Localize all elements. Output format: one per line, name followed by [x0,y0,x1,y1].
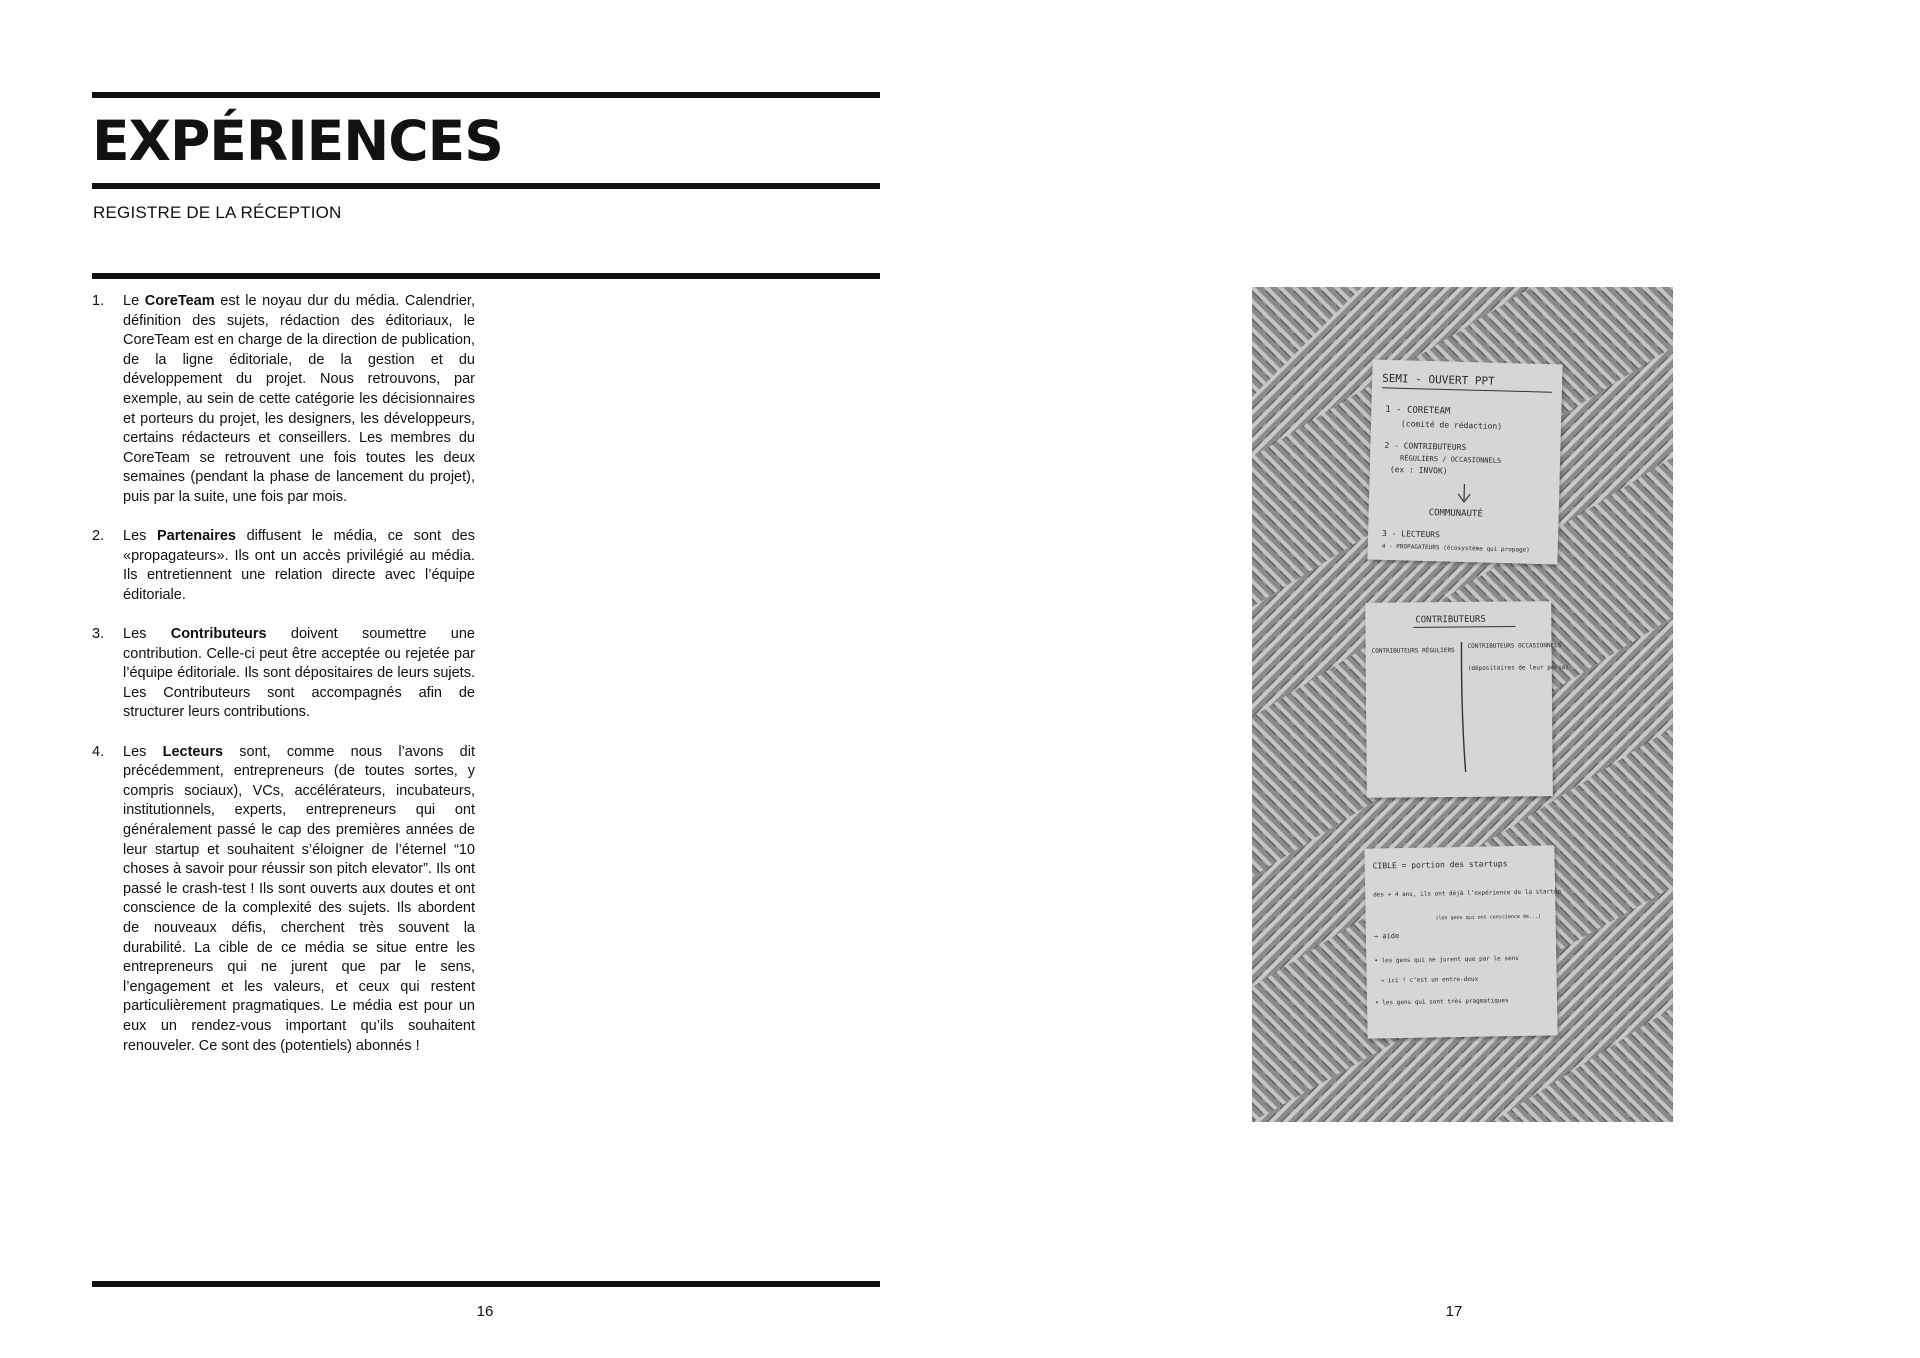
participant-list [92,292,475,1076]
svg-text:des + 4 ans, ils ont déjà l’ex: des + 4 ans, ils ont déjà l’expérience de la startup [1373,888,1562,899]
list-item-text: Les Partenaires diffusent le média, ce sont des «propagateurs». Ils ont un accès privilégié au média. Ils entretiennent une relation directe avec l’équipe éditoriale. [123,528,475,603]
svg-text:• les gens qui sont très pragm: • les gens qui sont très pragmatiques [1374,997,1509,1007]
sticky-note-semi-ouvert [1367,360,1562,565]
svg-text:→ ici ! c’est un entre-deux: → ici ! c’est un entre-deux [1380,975,1479,985]
svg-text:3 - LECTEURS: 3 - LECTEURS [1381,528,1440,540]
svg-text:(comité de rédaction): (comité de rédaction) [1400,419,1503,431]
svg-text:CIBLE = portion des startups: CIBLE = portion des startups [1372,859,1508,871]
page-number-right: 17 [1445,1303,1463,1320]
svg-text:• les gens qui ne jurent que p: • les gens qui ne jurent que par le sens [1374,954,1519,965]
term-partenaires: Partenaires [156,528,236,545]
sticky-note-contributeurs [1365,601,1569,798]
term-lecteurs: Lecteurs [162,743,224,760]
list-item [92,527,475,605]
svg-text:(dépositaires de leur perso): (dépositaires de leur perso) [1467,664,1569,672]
page-subtitle: REGISTRE DE LA RÉCEPTION [93,203,342,222]
term-coreteam: CoreTeam [144,293,215,309]
footer-rule [92,1281,880,1287]
page-title: EXPÉRIENCES [92,109,503,173]
section-rule [92,273,880,279]
list-item-number: 2. [92,528,105,545]
svg-text:(les gens qui ont conscience d: (les gens qui ont conscience de...) [1435,913,1541,922]
handwriting [1367,360,1562,565]
svg-text:4 - PROPAGATEURS (écosystème q: 4 - PROPAGATEURS (écosystème qui propage) [1381,542,1530,554]
page-number-left: 16 [476,1303,494,1320]
list-item [92,743,475,1057]
list-item-text: Le CoreTeam est le noyau dur du média. Calendrier, définition des sujets, rédaction des éditoriaux, le CoreTeam est en charge de la direction de publication, de la ligne éditoriale, de la gestion et du développement du projet. Nous retrouvons, par exemple, au sein de cette catégorie les décisionnaires et porteurs du projet, les designers, les développeurs, certains rédacteurs et conseillers. Les membres du CoreTeam se retrouvent une fois toutes les deux semaines (pendant la phase de lancement du projet), puis par la suite, une fois par mois. [123,293,475,505]
list-item [92,625,475,723]
term-contributeurs: Contributeurs [170,626,267,643]
svg-text:SEMI - OUVERT PPT: SEMI - OUVERT PPT [1381,371,1495,388]
sticky-notes-photo [1252,287,1673,1122]
svg-text:CONTRIBUTEURS: CONTRIBUTEURS [1415,614,1486,626]
svg-text:→ aide: → aide [1373,932,1400,941]
svg-text:1 - CORETEAM: 1 - CORETEAM [1385,404,1451,417]
list-item-number: 1. [92,293,105,309]
svg-text:RÉGULIERS / OCCASIONNELS: RÉGULIERS / OCCASIONNELS [1399,454,1502,465]
list-item-text: Les Contributeurs doivent soumettre une contribution. Celle-ci peut être acceptée ou rejetée par l’équipe éditoriale. Ils sont dépositaires de leurs sujets. Les Contributeurs sont accompagnés afin de structurer leurs contributions. [123,626,475,721]
handwriting [1364,845,1562,1038]
handwriting [1365,601,1569,798]
top-rule [92,92,880,98]
svg-text:COMMUNAUTÉ: COMMUNAUTÉ [1428,508,1483,520]
list-item [92,292,475,508]
sticky-note-cible [1364,845,1562,1038]
title-underline-rule [92,183,880,189]
svg-text:2 - CONTRIBUTEURS: 2 - CONTRIBUTEURS [1384,440,1467,453]
svg-text:CONTRIBUTEURS RÉGULIERS: CONTRIBUTEURS RÉGULIERS [1371,647,1455,655]
svg-text:(ex : INVOK): (ex : INVOK) [1389,465,1448,476]
list-item-text: Les Lecteurs sont, comme nous l’avons dit précédemment, entrepreneurs (de toutes sortes, y compris sociaux), VCs, accélérateurs, incubateurs, institutionnels, experts, entrepreneurs qui ont généralement passé le cap des premières années de leur startup et souhaitent s’éloigner de l’éternel “10 choses à savoir pour réussir son pitch elevator”. Ils ont passé le crash-test ! Ils sont ouverts aux doutes et ont conscience de la complexité des sujets. Ils abordent de nouveaux défis, cherchent très souvent la durabilité. La cible de ce média se situe entre les entrepreneurs qui ne jurent que par le sens, l’engagement et les valeurs, et ceux qui restent particulièrement pragmatiques. Le média est pour un eux un rendez-vous important qu’ils souhaitent renouveler. Ce sont des (potentiels) abonnés ! [123,743,475,1054]
list-item-number: 3. [92,626,105,643]
svg-text:CONTRIBUTEURS OCCASIONNELS: CONTRIBUTEURS OCCASIONNELS [1467,642,1562,650]
list-item-number: 4. [92,743,105,760]
